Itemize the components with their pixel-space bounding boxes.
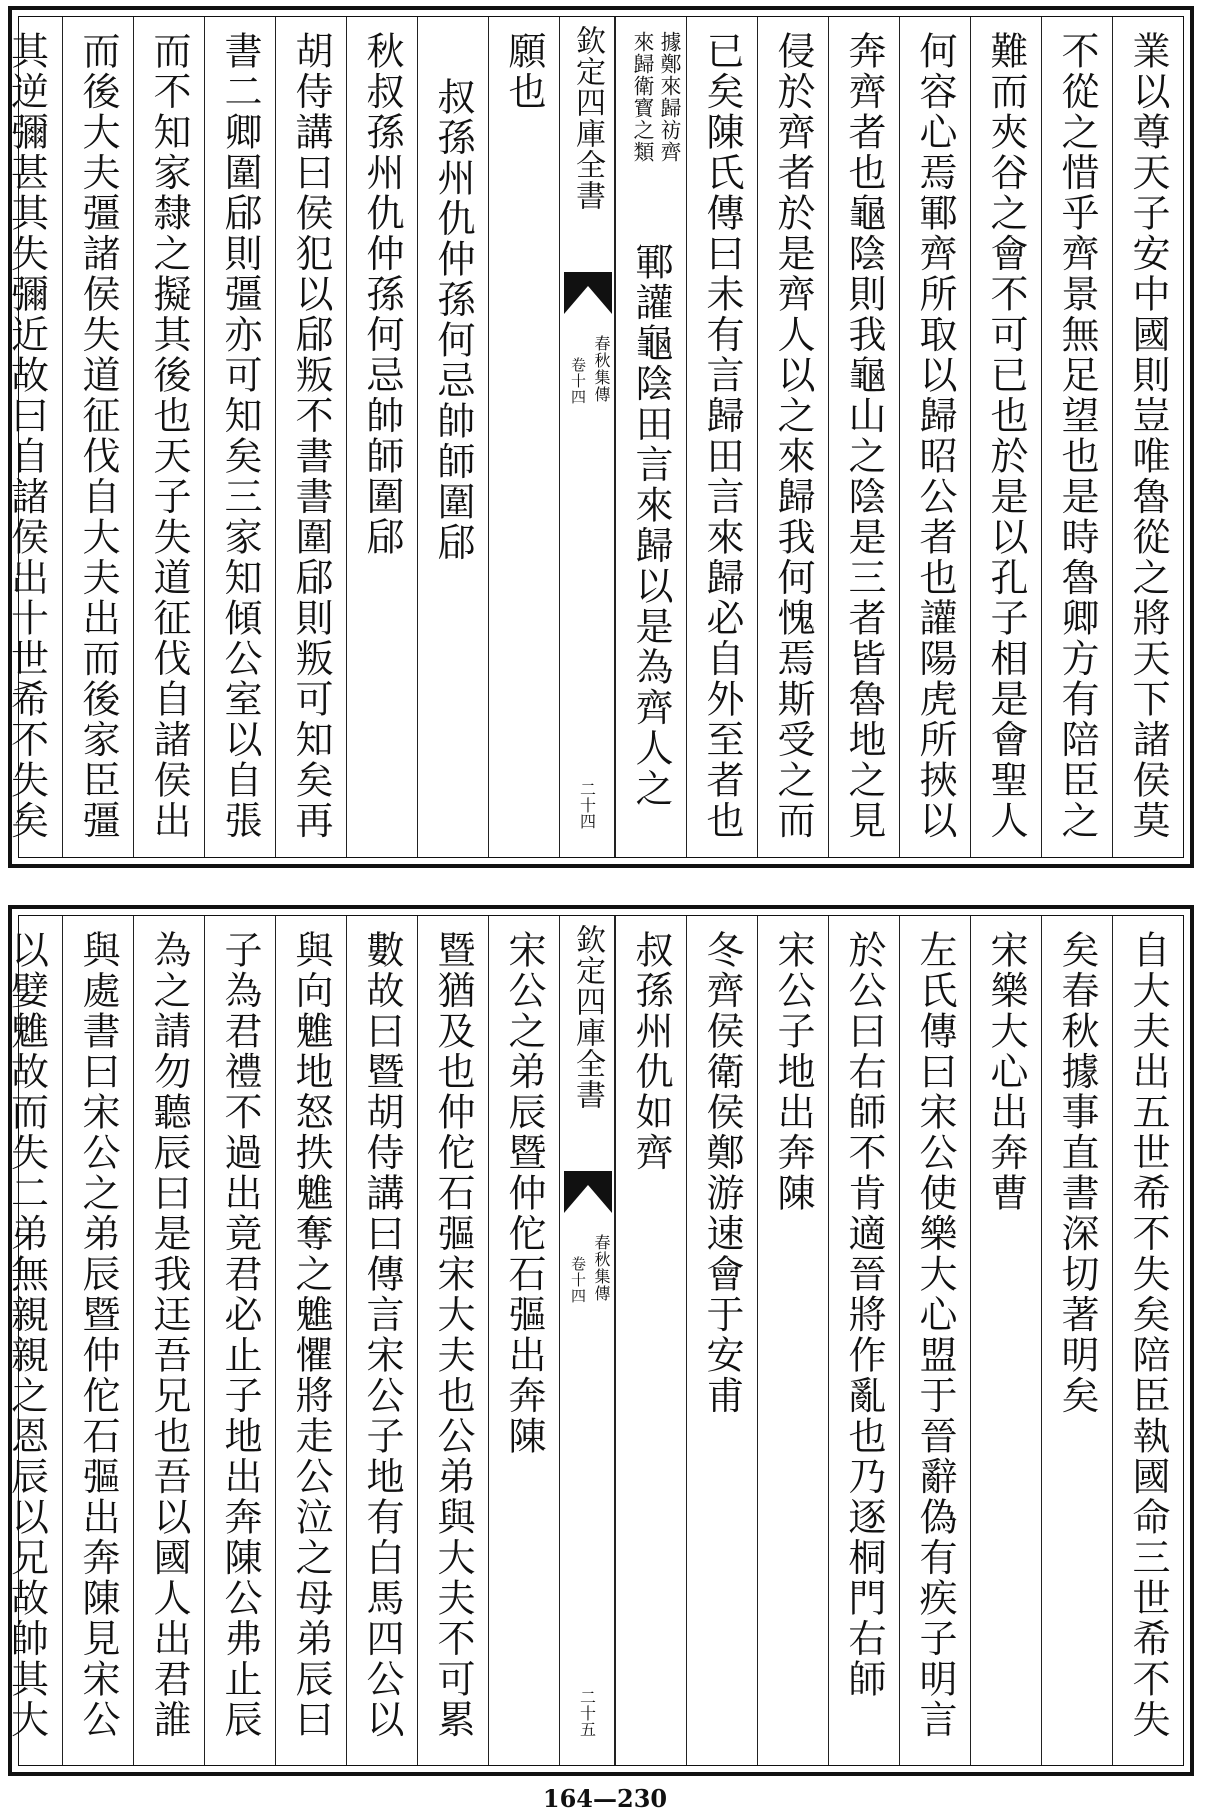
leaf-number: 二十五 bbox=[577, 1689, 597, 1737]
text-column: 不從之惜乎齊景無足望也是時魯卿方有陪臣之 bbox=[1041, 17, 1112, 857]
text-column: 矣春秋據事直書深切著明矣 bbox=[1041, 916, 1112, 1765]
text-column: 而後大夫彊諸侯失道征伐自大夫出而後家臣彊 bbox=[62, 17, 133, 857]
annotated-column: 據鄭來歸祊齊 來歸衛寳之類 鄆讙龜陰田言來歸以是為齊人之 bbox=[615, 17, 686, 857]
text-column: 宋公之弟辰暨仲佗石彄出奔陳 bbox=[488, 916, 559, 1765]
text-column: 數故曰暨胡侍講曰傳言宋公子地有白馬四公以 bbox=[346, 916, 417, 1765]
volume-number: 卷十四 bbox=[569, 357, 587, 405]
text-column: 書二卿圍郈則彊亦可知矣三家知傾公室以自張 bbox=[204, 17, 275, 857]
text-column: 難而夾谷之會不可已也於是以孔子相是會聖人 bbox=[970, 17, 1041, 857]
book-title: 欽定四庫全書 bbox=[570, 924, 605, 1110]
text-column: 子為君禮不過出竟君必止子地出奔陳公弗止辰 bbox=[204, 916, 275, 1765]
text-column: 於公曰右師不肯適晉將作亂也乃逐桐門右師 bbox=[828, 916, 899, 1765]
center-seam bbox=[559, 17, 615, 857]
center-seam bbox=[559, 916, 615, 1765]
leaf-number: 二十四 bbox=[577, 781, 597, 829]
text-column: 胡侍講曰侯犯以郈叛不書書圍郈則叛可知矣再 bbox=[275, 17, 346, 857]
text-column: 願也 bbox=[488, 17, 559, 857]
text-column: 叔孫州仇如齊 bbox=[615, 916, 686, 1765]
bottom-page bbox=[4, 905, 1194, 1776]
text-column: 秋叔孫州仇仲孫何忌帥師圍郈 bbox=[346, 17, 417, 857]
text-column: 為之請勿聽辰曰是我迋吾兄也吾以國人出君誰 bbox=[133, 916, 204, 1765]
top-page bbox=[4, 6, 1194, 868]
text-column: 冬齊侯衛侯鄭游速會于安甫 bbox=[686, 916, 757, 1765]
interlinear-note-left: 來歸衛寳之類 bbox=[631, 31, 655, 163]
text-column: 叔孫州仇仲孫何忌帥師圍郈 bbox=[417, 17, 488, 857]
text-column: 其逆彌甚其失彌近故曰自諸侯出十世希不失矣 bbox=[4, 31, 49, 841]
text-column: 宋公子地出奔陳 bbox=[757, 916, 828, 1765]
text-column: 與向魋地怒抶魋奪之魋懼將走公泣之母弟辰曰 bbox=[275, 916, 346, 1765]
text-column: 左氏傳曰宋公使樂大心盟于晉辭偽有疾子明言 bbox=[899, 916, 970, 1765]
text-column: 以嬖魋故而失二弟無親親之恩辰以兄故帥其大 bbox=[4, 930, 49, 1740]
text-column: 暨猶及也仲佗石彄宋大夫也公弟與大夫不可累 bbox=[417, 916, 488, 1765]
bottom-page-frame bbox=[4, 915, 1184, 1766]
text-column: 侵於齊者於是齊人以之來歸我何愧焉斯受之而 bbox=[757, 17, 828, 857]
text-column: 與處書曰宋公之弟辰暨仲佗石彄出奔陳見宋公 bbox=[62, 916, 133, 1765]
text-column: 何容心焉鄆齊所取以歸昭公者也讙陽虎所挾以 bbox=[899, 17, 970, 857]
text-column: 宋樂大心出奔曹 bbox=[970, 916, 1041, 1765]
page-number: 164—230 bbox=[542, 1784, 668, 1813]
fish-tail-icon bbox=[564, 1171, 612, 1213]
text-column: 而不知家隸之擬其後也天子失道征伐自諸侯出 bbox=[133, 17, 204, 857]
book-title: 欽定四庫全書 bbox=[570, 25, 605, 211]
text-column: 已矣陳氏傳曰未有言歸田言來歸必自外至者也 bbox=[686, 17, 757, 857]
section-title: 春秋集傳 bbox=[592, 1234, 611, 1302]
text-column: 業以尊天子安中國則豈唯魯從之將天下諸侯莫 bbox=[1112, 17, 1183, 857]
text-column: 奔齊者也龜陰則我龜山之陰是三者皆魯地之見 bbox=[828, 17, 899, 857]
text-column: 自大夫出五世希不失矣陪臣執國命三世希不失 bbox=[1112, 916, 1183, 1765]
interlinear-note-right: 據鄭來歸祊齊 bbox=[658, 31, 682, 163]
top-page-frame bbox=[4, 16, 1184, 858]
section-title: 春秋集傳 bbox=[592, 335, 611, 403]
fish-tail-icon bbox=[564, 272, 612, 314]
volume-number: 卷十四 bbox=[569, 1256, 587, 1304]
